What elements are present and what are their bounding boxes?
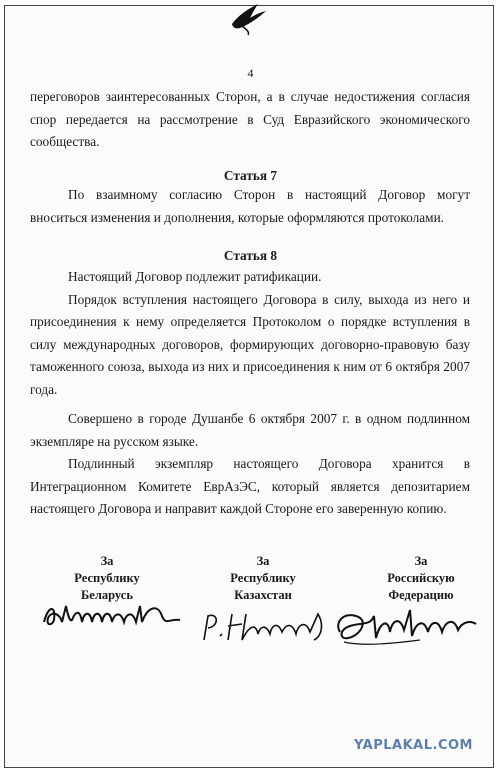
closing-body — [30, 408, 470, 521]
article-8-text-1: Настоящий Договор подлежит ратификации. — [68, 269, 322, 284]
page-number: 4 — [247, 66, 254, 80]
intro-paragraph — [30, 86, 470, 154]
article-8-heading: Статья 8 — [223, 248, 278, 263]
signature-belarus — [40, 596, 200, 636]
signatory-kazakhstan — [198, 553, 328, 604]
signatory-label-line: Казахстан — [234, 588, 292, 602]
signatory-label-line: Российскую — [387, 571, 455, 585]
article-8-body — [30, 266, 470, 401]
signatory-label-line: За — [100, 554, 114, 568]
signatory-label-line: Федерацию — [388, 588, 454, 602]
article-7-body — [30, 184, 470, 229]
article-8-text-2: Порядок вступления настоящего Договора в силу, выхода из него и присоединения к нему определяется Протоколом о порядке вступления в силу международных договоров, формирующих договорно-правовую базу таможенного союза, выхода из них и присоединения к ним от 6 октября 2007 года. — [30, 291, 470, 397]
signatory-label-line: За — [414, 554, 428, 568]
intro-text: переговоров заинтересованных Сторон, а в случае недостижения согласия спор передается на рассмотрение в Суд Евразийского экономического сообщества. — [30, 89, 470, 149]
signature-kazakhstan — [198, 606, 338, 646]
article-7-heading: Статья 7 — [223, 168, 278, 183]
signatory-label-line: За — [256, 554, 270, 568]
signature-russia — [330, 602, 480, 648]
signatory-label-line: Республику — [230, 571, 296, 585]
signatory-label-line: Беларусь — [81, 588, 133, 602]
bird-logo-icon — [228, 2, 268, 36]
signatory-russia — [356, 553, 486, 604]
signatory-label-line: Республику — [74, 571, 140, 585]
article-7-text: По взаимному согласию Сторон в настоящий Договор могут вноситься изменения и дополнения, которые оформляются протоколами. — [30, 187, 470, 225]
closing-text-2: Подлинный экземпляр настоящего Договора хранится в Интеграционном Комитете ЕврАзЭС, который является депозитарием настоящего Договора и направит каждой Стороне его заверенную копию. — [30, 456, 470, 516]
closing-text-1: Совершено в городе Душанбе 6 октября 2007 г. в одном подлинном экземпляре на русском языке. — [30, 411, 470, 449]
watermark: YAPLAKAL.COM — [354, 738, 473, 753]
